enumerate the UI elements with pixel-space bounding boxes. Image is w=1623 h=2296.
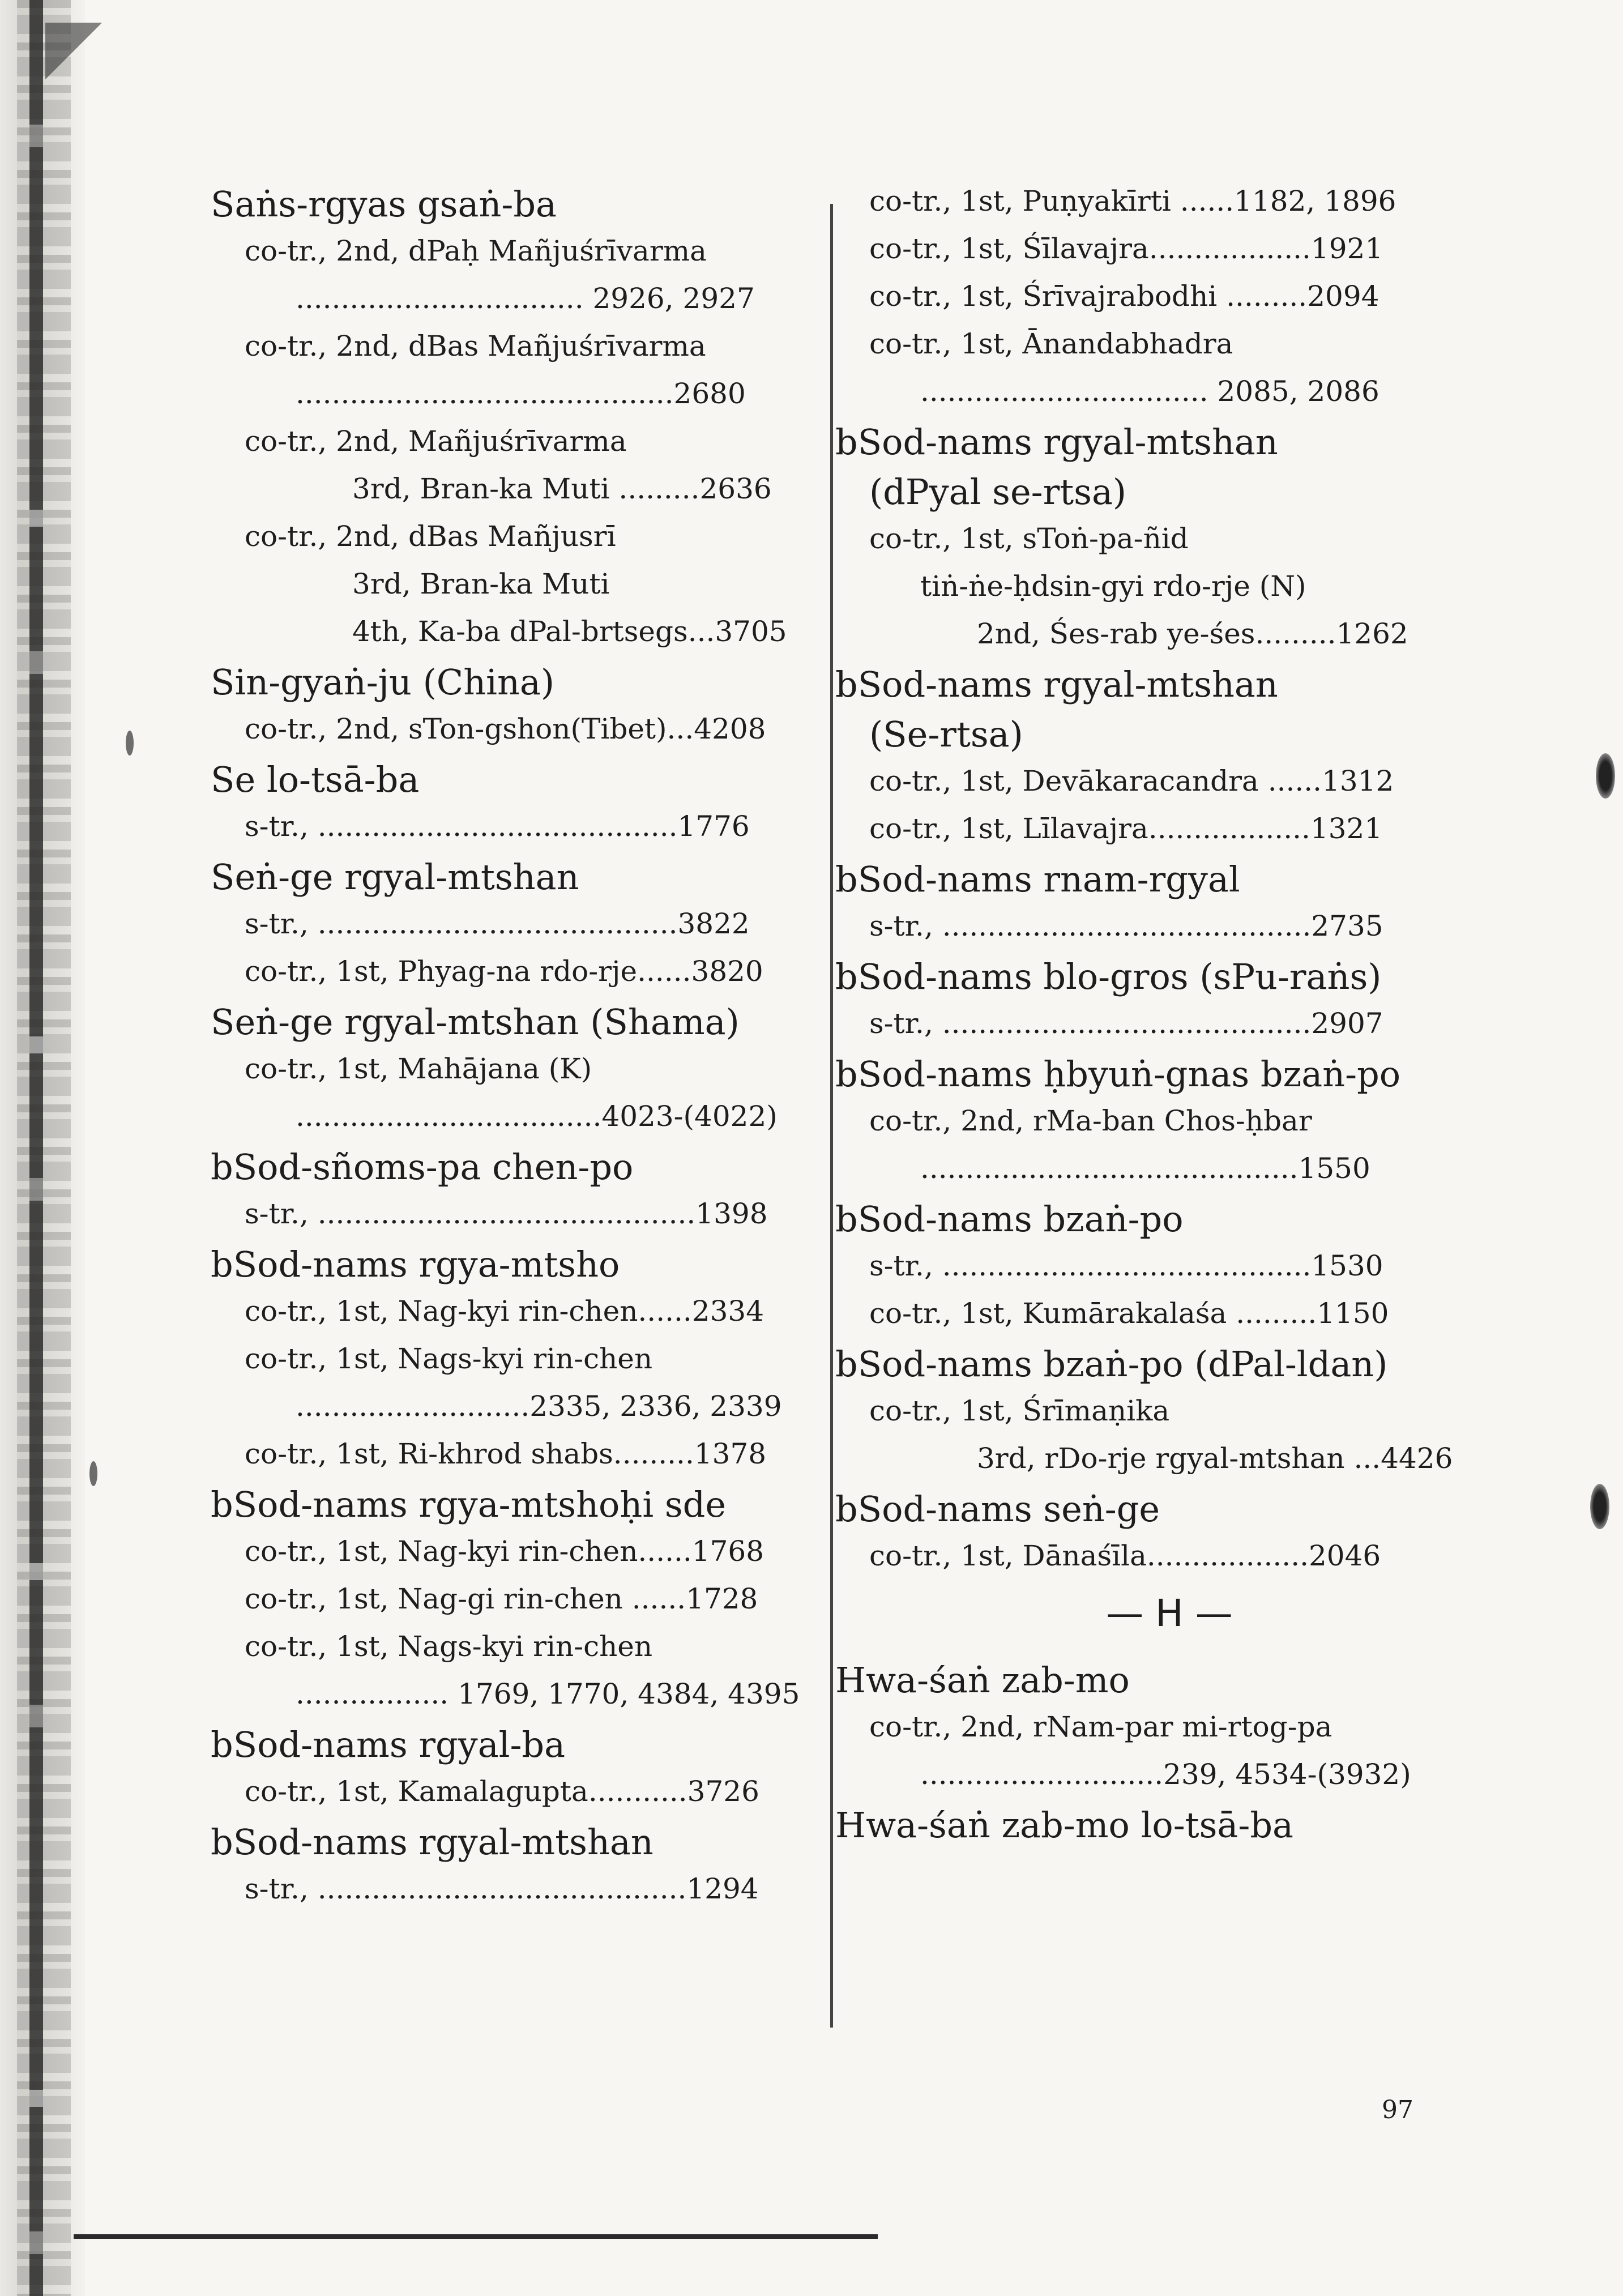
index-heading: Seṅ-ge rgyal-mtshan: [211, 856, 579, 898]
index-subentry: ................................ 2085, 2086: [920, 375, 1379, 408]
index-heading: bSod-sñoms-pa chen-po: [211, 1146, 634, 1188]
index-heading: Saṅs-rgyas gsaṅ-ba: [211, 183, 557, 225]
right-column: [835, 187, 1504, 1858]
index-subentry: ..........................................2680: [296, 377, 746, 410]
index-heading: Seṅ-ge rgyal-mtshan (Shama): [211, 1001, 740, 1043]
index-subentry: co-tr., 1st, sToṅ-pa-ñid: [869, 522, 1189, 555]
index-subentry: co-tr., 1st, Ri-khrod shabs.........1378: [245, 1437, 767, 1470]
index-heading: (Se-rtsa): [869, 714, 1023, 755]
index-subentry: s-tr., .........................................1530: [869, 1249, 1383, 1282]
index-subentry: ................................ 2926, 2927: [296, 282, 755, 315]
index-subentry: co-tr., 1st, Mahājana (K): [245, 1052, 592, 1085]
index-subentry: co-tr., 1st, Dānaśīla..................2046: [869, 1539, 1381, 1572]
index-subentry: ................. 1769, 1770, 4384, 4395: [296, 1678, 800, 1710]
index-subentry: co-tr., 1st, Śrīmaṇika: [869, 1394, 1170, 1427]
index-heading: bSod-nams rgyal-mtshan: [211, 1821, 654, 1863]
binding-edge: [29, 0, 43, 2296]
index-subentry: co-tr., 1st, Devākaracandra ......1312: [869, 765, 1394, 797]
index-subentry: co-tr., 1st, Ānandabhadra: [869, 327, 1233, 360]
index-heading: bSod-nams rgyal-mtshan: [835, 664, 1278, 705]
binding-corner-mark: [45, 23, 130, 79]
index-subentry: 3rd, Bran-ka Muti: [352, 567, 610, 600]
index-heading: Hwa-śaṅ zab-mo: [835, 1659, 1130, 1701]
index-subentry: s-tr., ........................................1776: [245, 810, 750, 843]
index-subentry: co-tr., 2nd, sTon-gshon(Tibet)...4208: [245, 712, 766, 745]
punch-hole: [1596, 753, 1615, 799]
index-subentry: ...........................239, 4534-(3932): [920, 1758, 1411, 1791]
index-subentry: co-tr., 1st, Śīlavajra..................1921: [869, 232, 1383, 265]
index-subentry: co-tr., 1st, Phyag-na rdo-rje......3820: [245, 955, 763, 988]
index-subentry: ..........................2335, 2336, 2339: [296, 1390, 782, 1423]
index-subentry: co-tr., 1st, Kumārakalaśa .........1150: [869, 1297, 1389, 1330]
index-heading: bSod-nams rgya-mtsho: [211, 1244, 620, 1285]
index-subentry: co-tr., 1st, Nag-gi rin-chen ......1728: [245, 1582, 758, 1615]
section-letter-heading: — H —: [1106, 1591, 1233, 1635]
index-heading: bSod-nams rgyal-mtshan: [835, 421, 1278, 463]
index-subentry: co-tr., 2nd, rNam-par mi-rtog-pa: [869, 1710, 1332, 1743]
index-subentry: co-tr., 1st, Puṇyakīrti ......1182, 1896: [869, 185, 1396, 217]
index-heading: Sin-gyaṅ-ju (China): [211, 662, 555, 703]
index-subentry: ..................................4023-(4022): [296, 1100, 778, 1133]
index-subentry: ..........................................1550: [920, 1152, 1370, 1185]
index-subentry: co-tr., 1st, Kamalagupta...........3726: [245, 1775, 759, 1808]
index-subentry: co-tr., 2nd, Mañjuśrīvarma: [245, 425, 627, 458]
index-subentry: co-tr., 1st, Nags-kyi rin-chen: [245, 1630, 653, 1663]
index-heading: bSod-nams bzaṅ-po (dPal-ldan): [835, 1343, 1388, 1385]
binding-texture: [17, 0, 71, 2296]
index-subentry: co-tr., 2nd, dBas Mañjusrī: [245, 520, 616, 553]
column-divider: [830, 204, 833, 2028]
index-subentry: s-tr., ........................................3822: [245, 907, 750, 940]
index-subentry: co-tr., 2nd, dBas Mañjuśrīvarma: [245, 330, 706, 362]
index-subentry: 3rd, Bran-ka Muti .........2636: [352, 472, 772, 505]
index-subentry: co-tr., 1st, Līlavajra..................1321: [869, 812, 1383, 845]
index-subentry: co-tr., 1st, Nags-kyi rin-chen: [245, 1342, 653, 1375]
stray-mark: [126, 731, 134, 756]
index-heading: bSod-nams rnam-rgyal: [835, 859, 1240, 900]
left-column: [211, 183, 828, 1922]
index-subentry: 4th, Ka-ba dPal-brtsegs...3705: [352, 615, 787, 648]
index-heading: Hwa-śaṅ zab-mo lo-tsā-ba: [835, 1804, 1293, 1846]
index-subentry: co-tr., 2nd, dPaḥ Mañjuśrīvarma: [245, 234, 707, 267]
index-subentry: co-tr., 1st, Nag-kyi rin-chen......2334: [245, 1295, 764, 1328]
index-heading: bSod-nams ḥbyuṅ-gnas bzaṅ-po: [835, 1053, 1401, 1095]
index-subentry: s-tr., .........................................2735: [869, 910, 1383, 942]
index-heading: bSod-nams bzaṅ-po: [835, 1198, 1184, 1240]
stray-mark: [89, 1461, 97, 1486]
index-heading: bSod-nams rgya-mtshoḥi sde: [211, 1484, 727, 1525]
index-subentry: s-tr., ..........................................1398: [245, 1197, 768, 1230]
index-subentry: s-tr., .........................................1294: [245, 1872, 759, 1905]
index-heading: bSod-nams rgyal-ba: [211, 1724, 566, 1765]
index-heading: bSod-nams blo-gros (sPu-raṅs): [835, 956, 1382, 997]
index-subentry: co-tr., 2nd, rMa-ban Chos-ḥbar: [869, 1104, 1312, 1137]
bottom-rule: [74, 2234, 878, 2239]
index-subentry: 2nd, Śes-rab ye-śes.........1262: [977, 617, 1408, 650]
index-subentry: tiṅ-ṅe-ḥdsin-gyi rdo-rje (N): [920, 570, 1306, 603]
index-subentry: co-tr., 1st, Śrīvajrabodhi .........2094: [869, 280, 1379, 313]
index-heading: bSod-nams seṅ-ge: [835, 1488, 1160, 1530]
index-subentry: s-tr., .........................................2907: [869, 1007, 1383, 1040]
index-subentry: co-tr., 1st, Nag-kyi rin-chen......1768: [245, 1535, 764, 1568]
punch-hole: [1590, 1484, 1609, 1529]
index-subentry: 3rd, rDo-rje rgyal-mtshan ...4426: [977, 1442, 1453, 1475]
page-number: 97: [1382, 2096, 1413, 2124]
index-heading: (dPyal se-rtsa): [869, 471, 1127, 513]
index-heading: Se lo-tsā-ba: [211, 759, 420, 800]
